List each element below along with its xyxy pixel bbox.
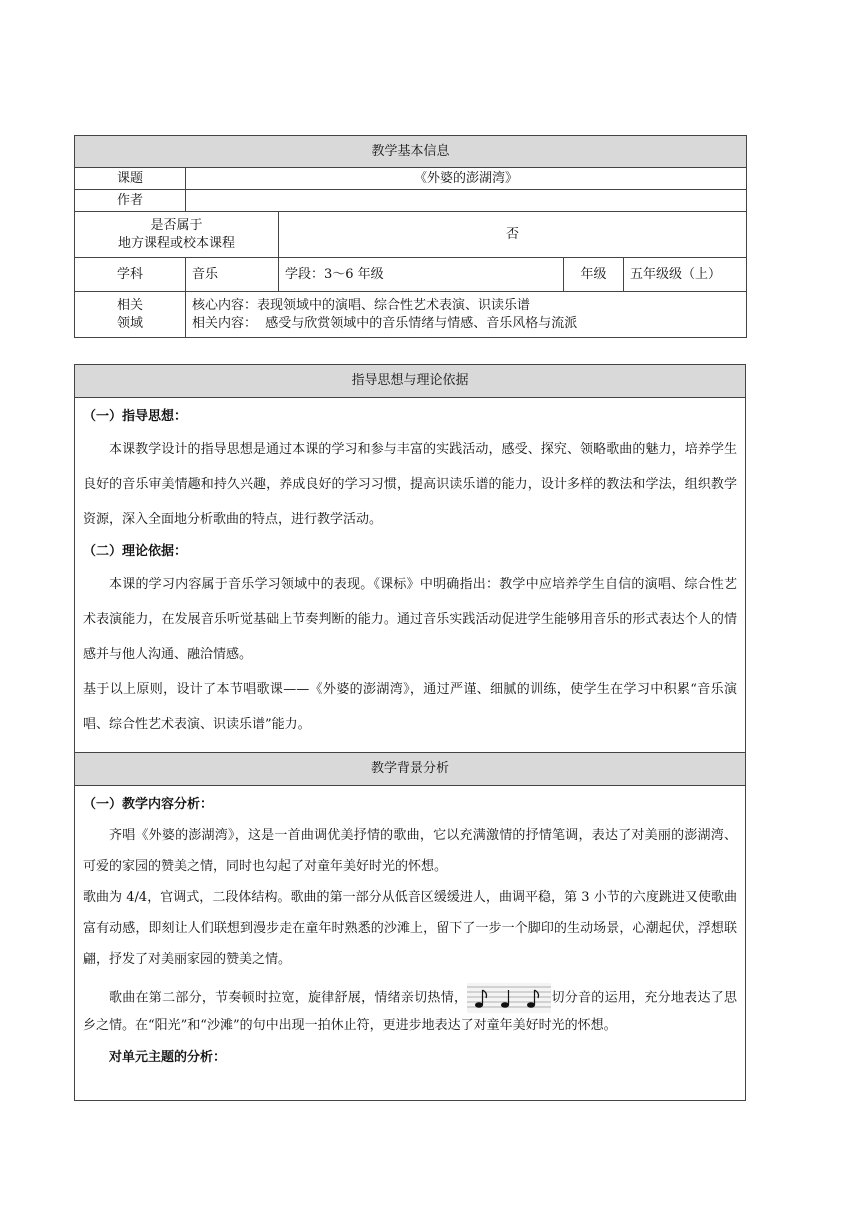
grade-value: 五年级级（上） (624, 258, 747, 292)
domain-content (186, 292, 747, 338)
domain-label-line2: 领域 (116, 315, 143, 331)
domain-label-line1: 相关 (116, 297, 143, 313)
local-course-label-line2: 地方课程或校本课程 (117, 235, 235, 251)
local-course-label-line1: 是否属于 (150, 217, 203, 233)
background-section (74, 752, 746, 1101)
guidance-sub-heading-2: （二）理论依据： (83, 544, 188, 559)
author-value (186, 190, 747, 212)
background-paragraph-3 (83, 983, 737, 1039)
syncopation-notation-icon (467, 983, 551, 1013)
guidance-section (74, 364, 746, 753)
topic-value: 《外婆的澎湖湾》 (186, 168, 747, 190)
background-paragraph-3-part2: 切分音的运用，充分地表达了思乡之情。在“阳光”和“沙滩”的句中出现一拍休止符，更进步地表达了对童年美好时光的怀想。 (83, 990, 737, 1033)
background-paragraph-1: 齐唱《外婆的澎湖湾》，这是一首曲调优美抒情的歌曲，它以充满激情的抒情笔调，表达了对美丽的澎湖湾、可爱的家园的赞美之情，同时也勾起了对童年美好时光的怀想。 (83, 828, 737, 874)
related-content: 相关内容： 感受与欣赏领域中的音乐情绪与情感、音乐风格与流派 (192, 315, 578, 331)
core-content: 核心内容：表现领域中的演唱、综合性艺术表演、识读乐谱 (192, 297, 531, 313)
guidance-paragraph-2: 本课的学习内容属于音乐学习领域中的表现。《课标》中明确指出：教学中应培养学生自信的演唱、综合性艺术表演能力，在发展音乐听觉基础上节奏判断的能力。通过音乐实践活动促进学生能够用音乐的形式表达个人的情感并与他人沟通、融洽情感。 (83, 577, 737, 662)
guidance-paragraph-1: 本课教学设计的指导思想是通过本课的学习和参与丰富的实践活动，感受、探究、领略歌曲的魅力，培养学生良好的音乐审美情趣和持久兴趣，养成良好的学习习惯，提高识读乐谱的能力，设计多样的教法和学法，组织教学资源，深入全面地分析歌曲的特点，进行教学活动。 (83, 442, 737, 527)
guidance-header: 指导思想与理论依据 (75, 365, 745, 398)
local-course-label (75, 212, 279, 258)
stage-value: 学段：3～6 年级 (279, 258, 564, 292)
background-header: 教学背景分析 (75, 753, 745, 786)
topic-label: 课题 (75, 168, 186, 190)
subject-label: 学科 (75, 258, 186, 292)
domain-label (75, 292, 186, 338)
guidance-paragraph-3: 基于以上原则，设计了本节唱歌课——《外婆的澎湖湾》，通过严谨、细腻的训练，使学生在学习中积累“音乐演唱、综合性艺术表演、识读乐谱”能力。 (83, 682, 737, 732)
background-sub-heading-2: 对单元主题的分析： (109, 1050, 227, 1065)
local-course-value: 否 (279, 212, 747, 258)
guidance-sub-heading-1: （一）指导思想： (83, 409, 188, 424)
background-paragraph-2: 歌曲为 4/4，官调式，二段体结构。歌曲的第一部分从低音区缓缓进人，曲调平稳，第 3 小节的六度跳进又使歌曲富有动感，即刻让人们联想到漫步走在童年时熟悉的沙滩上，留下了一步一个脚印的生动场景，心潮起伏，浮想联翩，抒发了对美丽家园的赞美之情。 (83, 890, 737, 967)
basic-info-header: 教学基本信息 (75, 136, 747, 168)
grade-label: 年级 (564, 258, 624, 292)
background-sub-heading-1: （一）教学内容分析： (83, 797, 214, 812)
background-paragraph-3-part1: 歌曲在第二部分，节奏顿时拉宽，旋律舒展，情绪亲切热情， (109, 990, 468, 1006)
author-label: 作者 (75, 190, 186, 212)
basic-info-table (74, 135, 747, 338)
subject-value: 音乐 (186, 258, 279, 292)
